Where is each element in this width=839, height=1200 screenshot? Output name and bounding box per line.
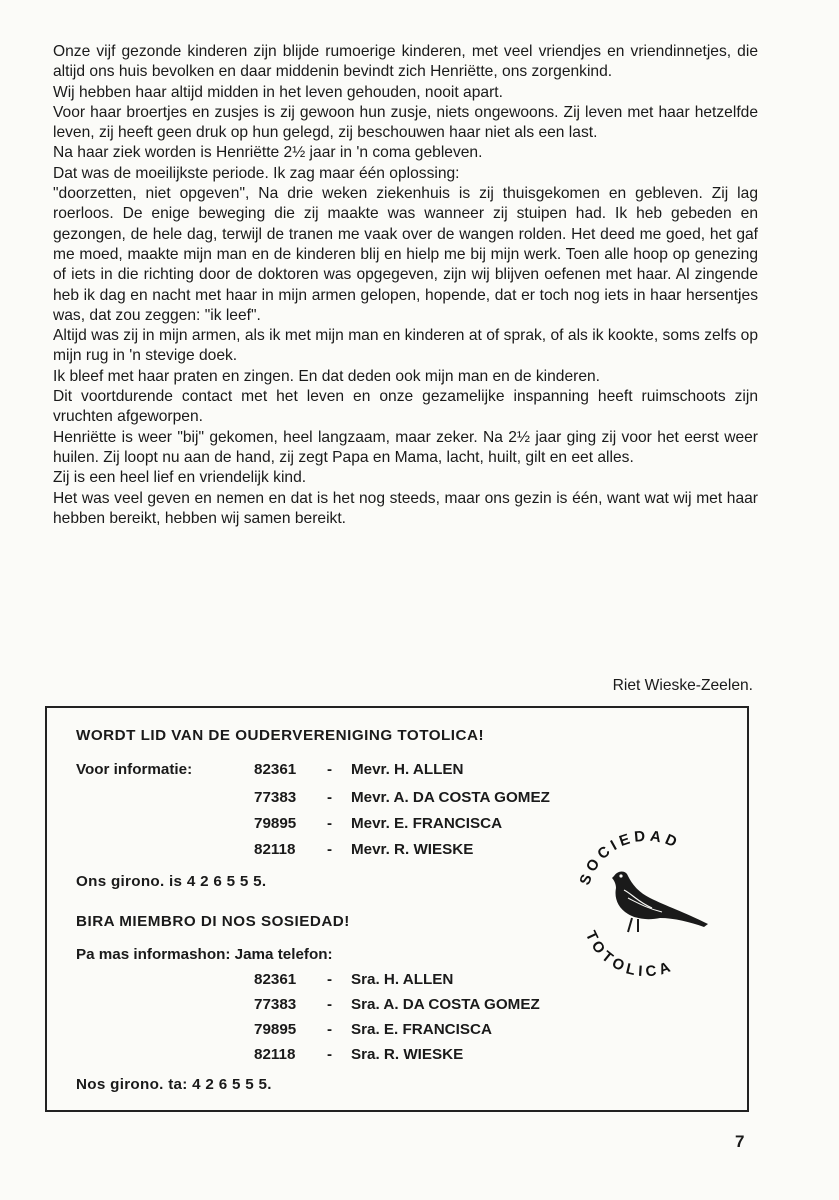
contact-name: Mevr. H. ALLEN (351, 761, 464, 778)
dove-icon (612, 872, 708, 933)
separator-dash: - (327, 1021, 333, 1038)
separator-dash: - (327, 789, 333, 806)
phone-number: 82118 (254, 841, 296, 858)
contact-name: Sra. R. WIESKE (351, 1046, 464, 1063)
author-signature: Riet Wieske-Zeelen. (612, 677, 753, 694)
logo-bottom-text: TOTOLICA (581, 928, 677, 981)
papiamento-heading: BIRA MIEMBRO DI NOS SOSIEDAD! (76, 913, 350, 930)
paragraph: Henriëtte is weer "bij" gekomen, heel langzaam, maar zeker. Na 2½ jaar ging zij voor het eerst weer huilen. Zij loopt nu aan de hand, zij zegt Papa en Mama, lacht, huilt, gilt en eet alles. (53, 428, 758, 466)
page-number: 7 (735, 1132, 745, 1151)
separator-dash: - (327, 971, 333, 988)
contact-name: Mevr. E. FRANCISCA (351, 815, 503, 832)
phone-number: 79895 (254, 815, 297, 832)
phone-number: 79895 (254, 1021, 297, 1038)
contact-name: Mevr. A. DA COSTA GOMEZ (351, 789, 550, 806)
contact-name: Sra. H. ALLEN (351, 971, 454, 988)
papiamento-info-label: Pa mas informashon: Jama telefon: (76, 946, 333, 963)
contact-name: Sra. A. DA COSTA GOMEZ (351, 996, 540, 1013)
totolica-logo (566, 828, 726, 988)
paragraph: Voor haar broertjes en zusjes is zij gewoon hun zusje, niets ongewoons. Zij leven met haar hetzelfde leven, zij heeft geen druk op hun gelegd, zij beschouwen haar niet als een last. (53, 103, 758, 142)
paragraph: Wij hebben haar altijd midden in het leven gehouden, nooit apart. (53, 83, 503, 101)
logo-top-text: SOCIEDAD (576, 828, 683, 888)
papiamento-giro-number: Nos girono. ta: 4 2 6 5 5 5. (76, 1076, 272, 1093)
separator-dash: - (327, 996, 333, 1013)
paragraph: Onze vijf gezonde kinderen zijn blijde rumoerige kinderen, met veel vriendjes en vriendinnetjes, die altijd ons huis bevolken en daar middenin bevindt zich Henriëtte, ons zorgenkind. (53, 43, 758, 81)
paragraph: Zij is een heel lief en vriendelijk kind. (53, 469, 307, 487)
phone-number: 82118 (254, 1046, 296, 1063)
paragraph: Ik bleef met haar praten en zingen. En dat deden ook mijn man en de kinderen. (53, 367, 600, 385)
dutch-info-label: Voor informatie: (76, 761, 193, 778)
separator-dash: - (327, 1046, 333, 1063)
separator-dash: - (327, 841, 333, 858)
paragraph: Het was veel geven en nemen en dat is het nog steeds, maar ons gezin is één, want wat wij met haar hebben bereikt, hebben wij samen bereikt. (53, 489, 758, 527)
paragraph: Dat was de moeilijkste periode. Ik zag maar één oplossing: (53, 164, 460, 182)
paragraph: "doorzetten, niet opgeven", Na drie weken ziekenhuis is zij thuisgekomen en gebleven. Zij lag roerloos. De enige beweging die zij maakte was wanneer zij stuipen had. Ik heb gebeden en gezongen, de hele dag, terwijl de tranen me vaak over de wangen rolden. Het deed me goed, het gaf me moed, maakte mijn man en de kinderen blij en hielp me bij mijn werk. Toen alle hoop op genezing of iets in die richting door de doktoren was opgegeven, zijn wij blijven oefenen met haar. Al zingende heb ik dag en nacht met haar in mijn armen gelopen, hopende, dat er toch nog iets in haar hersentjes was, dat zou zeggen: "ik leef". (53, 185, 758, 324)
contact-name: Mevr. R. WIESKE (351, 841, 474, 858)
phone-number: 77383 (254, 789, 297, 806)
phone-number: 82361 (254, 761, 297, 778)
paragraph: Altijd was zij in mijn armen, als ik met mijn man en kinderen at of sprak, of als ik kookte, soms zelfs op mijn rug in 'n stevige doek. (53, 327, 758, 365)
phone-number: 82361 (254, 971, 297, 988)
article-body (53, 42, 758, 529)
separator-dash: - (327, 761, 333, 778)
contact-name: Sra. E. FRANCISCA (351, 1021, 492, 1038)
dutch-giro-number: Ons girono. is 4 2 6 5 5 5. (76, 873, 267, 890)
phone-number: 77383 (254, 996, 297, 1013)
separator-dash: - (327, 815, 333, 832)
paragraph: Na haar ziek worden is Henriëtte 2½ jaar in 'n coma gebleven. (53, 144, 483, 162)
dutch-heading: WORDT LID VAN DE OUDERVERENIGING TOTOLICA! (76, 727, 485, 744)
paragraph: Dit voortdurende contact met het leven en onze gezamelijke inspanning heeft ruimschoots zijn vruchten afgeworpen. (53, 388, 758, 426)
